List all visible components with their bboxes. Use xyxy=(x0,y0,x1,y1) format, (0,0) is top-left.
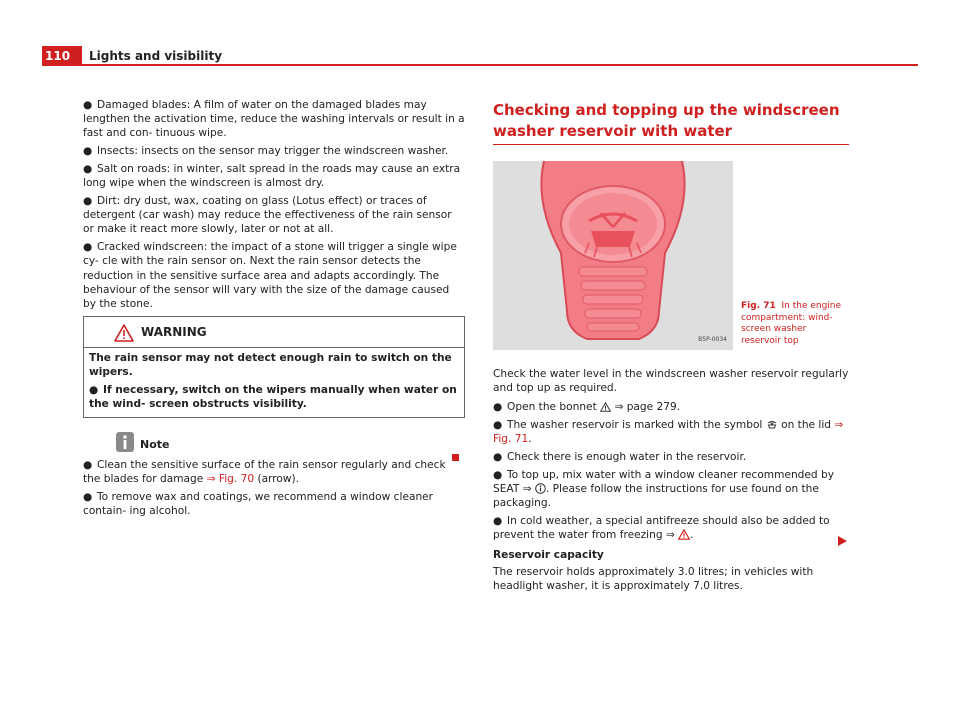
list-item: ● Damaged blades: A film of water on the damaged blades may lengthen the activation time, reduce the washing intervals or result in a fast and con- tinuous wipe. xyxy=(83,99,465,140)
warning-text: The rain sensor may not detect enough rain to switch on the wipers. xyxy=(89,352,452,379)
left-column xyxy=(83,98,465,522)
list-item: ● The washer reservoir is marked with the symbol on the lid ⇒ Fig. 71. xyxy=(493,419,844,446)
list-item: ● Cracked windscreen: the impact of a stone will trigger a single wipe cy- cle with the rain sensor on. Next the rain sensor detects the reduction in the sensitive surface area and adapts accordingly. The behaviour of the sensor will vary with the size of the damage caused by the stone. xyxy=(83,241,457,311)
washer-symbol-icon xyxy=(766,420,778,430)
warning-triangle-icon xyxy=(114,324,134,342)
capacity-paragraph: The reservoir holds approximately 3.0 litres; in vehicles with headlight washer, it is approximately 7.0 litres. xyxy=(493,565,814,593)
section-rule xyxy=(493,144,849,145)
warning-triangle-icon xyxy=(678,529,690,540)
reservoir-cap-illustration xyxy=(493,161,733,350)
figure-code: B5P-0034 xyxy=(698,335,727,343)
header-rule xyxy=(82,64,918,66)
figure-reference-link[interactable]: ⇒ Fig. 70 xyxy=(206,473,255,486)
section-end-marker xyxy=(452,454,459,461)
section-title: Checking and topping up the windscreen washer reservoir with water xyxy=(493,101,840,140)
note-reference-icon xyxy=(535,483,546,494)
list-item: ● Insects: insects on the sensor may trigger the windscreen washer. xyxy=(83,145,449,158)
page-number: 110 xyxy=(42,46,82,66)
note-title: Note xyxy=(140,438,170,452)
subheading: Reservoir capacity xyxy=(493,548,604,561)
list-item: ● Clean the sensitive surface of the rain sensor regularly and check the blades for damage ⇒ Fig. 70 (arrow). xyxy=(83,459,446,486)
warning-title: WARNING xyxy=(141,325,207,340)
list-item: ● Salt on roads: in winter, salt spread in the roads may cause an extra long wipe when the windscreen is almost dry. xyxy=(83,163,461,190)
figure-caption: Fig. 71 In the engine compartment: wind- screen washer reservoir top xyxy=(741,301,842,346)
warning-triangle-icon xyxy=(600,402,611,412)
note-icon xyxy=(115,431,135,453)
warning-header xyxy=(84,317,464,348)
continue-arrow-icon xyxy=(838,536,847,546)
warning-bullet: ● If necessary, switch on the wipers manually when water on the wind- screen obstructs visibility. xyxy=(89,383,457,410)
list-item: ● To remove wax and coatings, we recommend a window cleaner contain- ing alcohol. xyxy=(83,491,434,518)
figure-reference-link[interactable]: ⇒ Fig. 71 xyxy=(493,419,844,446)
list-item: ● To top up, mix water with a window cleaner recommended by SEAT ⇒ . Please follow the instructions for use found on the packaging. xyxy=(493,469,835,510)
note-header xyxy=(83,431,465,453)
intro-paragraph: Check the water level in the windscreen washer reservoir regularly and top up as required. xyxy=(493,368,849,395)
right-column xyxy=(493,100,849,593)
list-item: ● Check there is enough water in the reservoir. xyxy=(493,451,747,464)
list-item: ● Dirt: dry dust, wax, coating on glass (Lotus effect) or traces of detergent (car wash) may reduce the effectiveness of the rain sensor or make it react more slowly, later or not at all. xyxy=(83,195,452,236)
list-item: ● Open the bonnet ⇒ page 279. xyxy=(493,401,681,414)
chapter-title: Lights and visibility xyxy=(89,49,223,63)
list-item: ● In cold weather, a special antifreeze should also be added to prevent the water from freezing ⇒ . xyxy=(493,515,830,542)
washer-reservoir-figure xyxy=(493,161,733,350)
warning-box xyxy=(83,316,465,418)
